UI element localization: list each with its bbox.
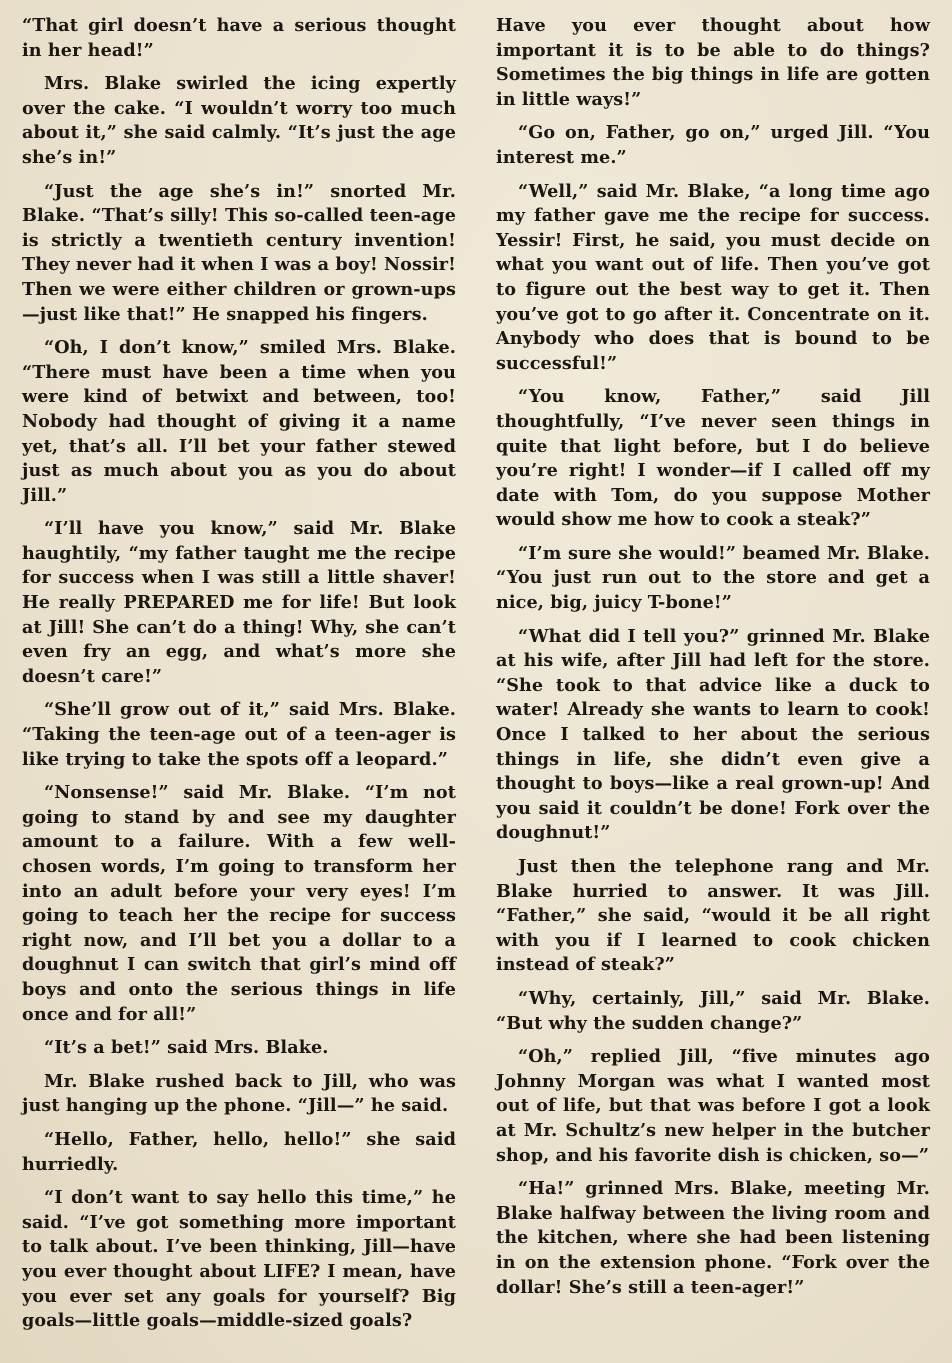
paragraph: “Nonsense!” said Mr. Blake. “I’m not going to stand by and see my daughter amount to a failure. With a few well-chosen words, I’m going to transform her into an adult before your very eyes! I’m going to teach her the recipe for success right now, and I’ll bet you a dollar to a doughnut I can switch that girl’s mind off boys and onto the serious things in life once and for all!” [22,782,456,1025]
paragraph: Just then the telephone rang and Mr. Blake hurried to answer. It was Jill. “Father,” she said, “would it be all right with you if I learned to cook chicken instead of steak?” [496,856,930,976]
paragraph: “She’ll grow out of it,” said Mrs. Blake. “Taking the teen-age out of a teen-ager is like trying to take the spots off a leopard.” [22,699,456,770]
paragraph: Mrs. Blake swirled the icing expertly over the cake. “I wouldn’t worry too much about it,” she said calmly. “It’s just the age she’s in!” [22,73,456,168]
paragraph: “Oh,” replied Jill, “five minutes ago Johnny Morgan was what I wanted most out of life, but that was before I got a look at Mr. Schultz’s new helper in the butcher shop, and his favorite dish is chicken, so—” [496,1046,930,1166]
paragraph: Mr. Blake rushed back to Jill, who was just hanging up the phone. “Jill—” he said. [22,1070,456,1117]
paragraph: “Why, certainly, Jill,” said Mr. Blake. “But why the sudden change?” [496,987,930,1034]
left-column [22,14,456,1355]
paragraph: “Ha!” grinned Mrs. Blake, meeting Mr. Blake halfway between the living room and the kitchen, where she had been listening in on the extension phone. “Fork over the dollar! She’s still a teen-ager!” [496,1178,930,1298]
paragraph: “Well,” said Mr. Blake, “a long time ago my father gave me the recipe for success. Yessir! First, he said, you must decide on what you want out of life. Then you’ve got to figure out the best way to get it. Then you’ve got to go after it. Concentrate on it. Anybody who does that is bound to be successful!” [496,180,930,374]
paragraph: “I don’t want to say hello this time,” he said. “I’ve got something more important to talk about. I’ve been thinking, Jill—have you ever thought about LIFE? I mean, have you ever set any goals for yourself? Big goals—little goals—middle-sized goals? [22,1187,456,1332]
paragraph: “It’s a bet!” said Mrs. Blake. [44,1037,329,1059]
paragraph: “You know, Father,” said Jill thoughtfully, “I’ve never seen things in quite that light before, but I do believe you’re right! I wonder—if I called off my date with Tom, do you suppose Mother would show me how to cook a steak?” [496,386,930,531]
paragraph: Have you ever thought about how important it is to be able to do things? Sometimes the big things in life are gotten in little ways!” [496,15,930,110]
paragraph: “Oh, I don’t know,” smiled Mrs. Blake. “There must have been a time when you were kind of betwixt and between, too! Nobody had thought of giving it a name yet, that’s all. I’ll bet your father stewed just as much about you as you do about Jill.” [22,337,456,506]
paragraph: “Go on, Father, go on,” urged Jill. “You interest me.” [496,122,930,168]
right-column [496,14,930,1355]
paragraph: “I’m sure she would!” beamed Mr. Blake. “You just run out to the store and get a nice, big, juicy T-bone!” [496,542,930,614]
paragraph: “Just the age she’s in!” snorted Mr. Blake. “That’s silly! This so-called teen-age is strictly a twentieth century invention! They never had it when I was a boy! Nossir! Then we were either children or grown-ups —just like that!” He snapped his fingers. [22,180,456,325]
paragraph: “I’ll have you know,” said Mr. Blake haughtily, “my father taught me the recipe for success when I was still a little shaver! He really PREPARED me for life! But look at Jill! She can’t do a thing! Why, she can’t even fry an egg, and what’s more she doesn’t care!” [22,518,456,687]
paragraph: “What did I tell you?” grinned Mr. Blake at his wife, after Jill had left for the store. “She took to that advice like a duck to water! Already she wants to learn to cook! Once I talked to her about the serious things in life, she didn’t even give a thought to boys—like a real grown-up! And you said it couldn’t be done! Fork over the doughnut!” [496,625,930,844]
paragraph: “Hello, Father, hello, hello!” she said hurriedly. [22,1128,456,1175]
paragraph: “That girl doesn’t have a serious thought in her head!” [22,15,456,61]
